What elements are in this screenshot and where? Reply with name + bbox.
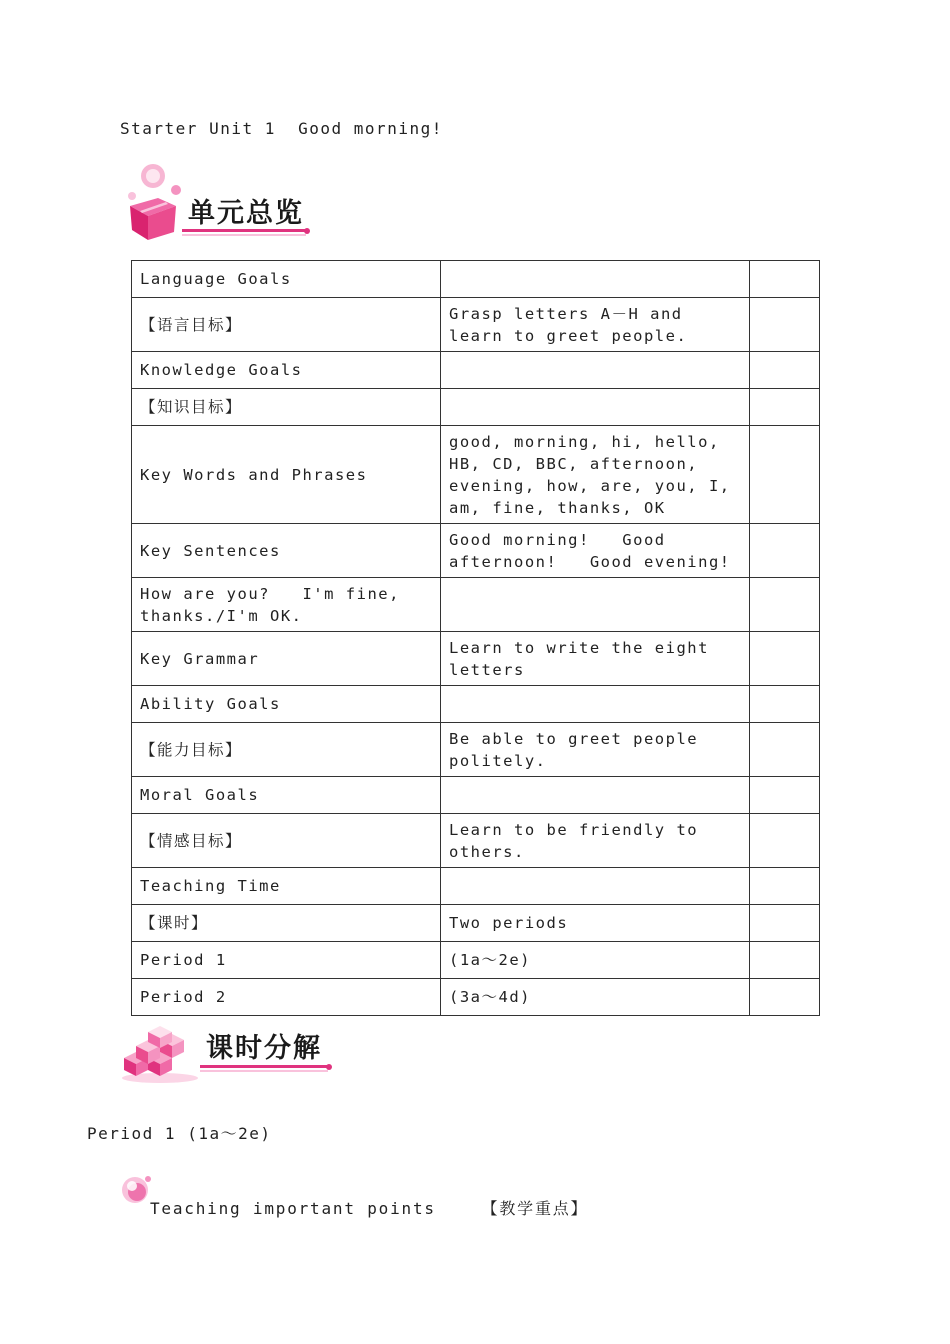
table-row: [132, 352, 820, 389]
empty-cell: [750, 942, 820, 979]
row-content: Grasp letters A－H and learn to greet people.: [441, 298, 750, 352]
row-label: 【情感目标】: [132, 814, 441, 868]
row-label: Period 2: [132, 979, 441, 1016]
empty-cell: [750, 261, 820, 298]
row-label: How are you? I'm fine, thanks./I'm OK.: [132, 578, 441, 632]
banner-label: 单元总览: [188, 198, 304, 229]
period-heading: Period 1 (1a～2e): [87, 1124, 272, 1143]
row-content: Learn to be friendly to others.: [441, 814, 750, 868]
row-content: Learn to write the eight letters: [441, 632, 750, 686]
table-row: [132, 261, 820, 298]
table-row: [132, 632, 820, 686]
table-row: [132, 426, 820, 524]
row-content: Be able to greet people politely.: [441, 723, 750, 777]
table-row: [132, 905, 820, 942]
row-label: 【语言目标】: [132, 298, 441, 352]
empty-cell: [750, 979, 820, 1016]
table-row: [132, 389, 820, 426]
empty-cell: [750, 578, 820, 632]
empty-cell: [750, 777, 820, 814]
row-label: Key Sentences: [132, 524, 441, 578]
table-row: [132, 942, 820, 979]
row-content: (3a～4d): [441, 979, 750, 1016]
empty-cell: [750, 905, 820, 942]
table-row: [132, 524, 820, 578]
table-row: [132, 686, 820, 723]
unit-overview-table: [131, 260, 820, 1016]
row-label: Knowledge Goals: [132, 352, 441, 389]
table-row: [132, 868, 820, 905]
row-content: Good morning! Good afternoon! Good evening!: [441, 524, 750, 578]
row-content: Two periods: [441, 905, 750, 942]
row-label: Period 1: [132, 942, 441, 979]
empty-cell: [750, 524, 820, 578]
row-content: [441, 352, 750, 389]
row-content: [441, 261, 750, 298]
empty-cell: [750, 352, 820, 389]
row-label: 【知识目标】: [132, 389, 441, 426]
empty-cell: [750, 426, 820, 524]
row-content: [441, 868, 750, 905]
empty-cell: [750, 814, 820, 868]
empty-cell: [750, 868, 820, 905]
empty-cell: [750, 389, 820, 426]
row-content: [441, 578, 750, 632]
row-label: 【课时】: [132, 905, 441, 942]
page-title: Starter Unit 1 Good morning!: [120, 119, 443, 138]
empty-cell: [750, 723, 820, 777]
row-content: [441, 389, 750, 426]
row-label: Moral Goals: [132, 777, 441, 814]
row-label: 【能力目标】: [132, 723, 441, 777]
empty-cell: [750, 632, 820, 686]
gift-box-icon: [128, 164, 181, 240]
row-content: good, morning, hi, hello, HB, CD, BBC, afternoon, evening, how, are, you, I, am, fine, thanks, OK: [441, 426, 750, 524]
banner-label: 课时分解: [206, 1033, 322, 1064]
table-row: [132, 777, 820, 814]
row-content: (1a～2e): [441, 942, 750, 979]
row-label: Teaching Time: [132, 868, 441, 905]
subheading-text: Teaching important points 【教学重点】: [150, 1199, 589, 1218]
table-row: [132, 723, 820, 777]
teaching-points-heading: [119, 1172, 619, 1220]
table-row: [132, 578, 820, 632]
empty-cell: [750, 298, 820, 352]
row-content: [441, 777, 750, 814]
empty-cell: [750, 686, 820, 723]
cubes-icon: [122, 1026, 198, 1083]
table-row: [132, 814, 820, 868]
unit-overview-banner: [120, 160, 320, 244]
table-row: [132, 298, 820, 352]
row-content: [441, 686, 750, 723]
row-label: Key Words and Phrases: [132, 426, 441, 524]
row-label: Ability Goals: [132, 686, 441, 723]
row-label: Language Goals: [132, 261, 441, 298]
periods-breakdown-banner: [120, 1020, 335, 1084]
row-label: Key Grammar: [132, 632, 441, 686]
table-row: [132, 979, 820, 1016]
